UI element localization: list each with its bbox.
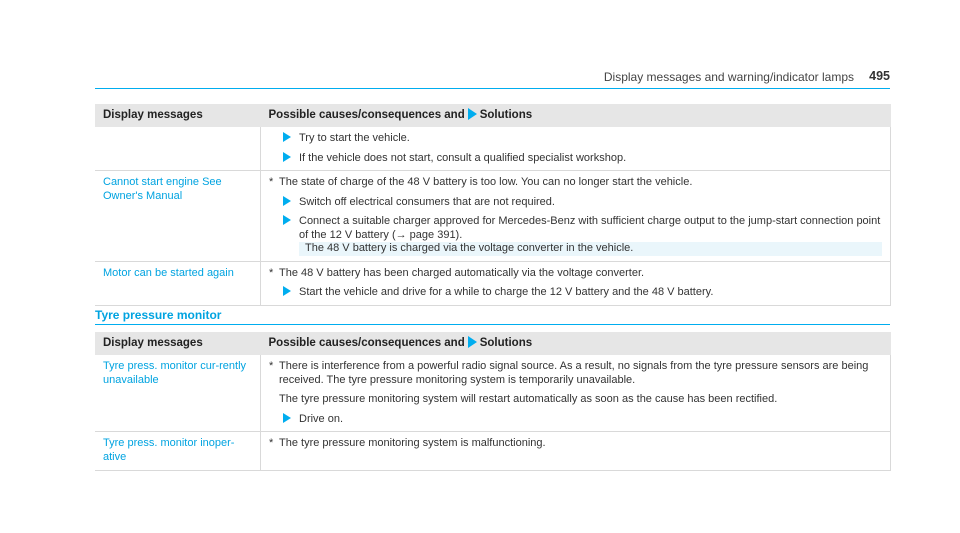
- table-header-row: [95, 104, 891, 127]
- page-header: [95, 66, 890, 89]
- action-text: Connect a suitable charger approved for Mercedes-Benz with sufficient charge output to the jump-start connection point of the 12 V battery (→ page 391).: [299, 215, 881, 241]
- column-solutions-label: Solutions: [479, 337, 533, 350]
- table-row: [95, 171, 891, 262]
- column-causes-label: Possible causes/consequences and: [268, 109, 465, 122]
- table-row: [95, 127, 891, 171]
- cause-star: *: [269, 360, 274, 372]
- action-text: Start the vehicle and drive for a while to charge the 12 V battery and the 48 V battery.: [299, 286, 714, 298]
- action-text: If the vehicle does not start, consult a qualified specialist workshop.: [299, 151, 627, 164]
- cause-star: *: [269, 437, 274, 449]
- action-text: Switch off electrical consumers that are not required.: [299, 195, 555, 208]
- column-causes-solutions: [261, 104, 891, 127]
- column-causes-solutions: [261, 332, 891, 355]
- message-cell: Tyre press. monitor inoper-ative: [95, 432, 261, 471]
- cause-star: *: [269, 266, 274, 279]
- page-header-title: Display messages and warning/indicator lamps: [603, 70, 854, 84]
- page-reference-link[interactable]: page 391).: [406, 228, 463, 241]
- cause-item: [269, 360, 882, 387]
- page-number: 495: [869, 69, 890, 83]
- solution-cell: [261, 355, 891, 432]
- action-item: [269, 152, 882, 166]
- cause-item: [269, 176, 882, 190]
- cause-text: There is interference from a powerful radio signal source. As a result, no signals from the tyre pressure sensors are being received. The tyre pressure monitoring system is temporarily unavailable.: [279, 360, 869, 386]
- table-row: [95, 355, 891, 432]
- cause-text: The 48 V battery has been charged automatically via the voltage converter.: [279, 266, 645, 279]
- column-solutions-label: Solutions: [479, 109, 533, 122]
- cause-star: *: [269, 176, 274, 188]
- action-item: [269, 132, 882, 146]
- cause-item: [269, 267, 882, 281]
- triangle-arrow-icon: [468, 108, 477, 120]
- solution-cell: [261, 261, 891, 305]
- triangle-arrow-icon: [283, 152, 291, 162]
- page-reference-arrow: →: [395, 228, 407, 241]
- column-display-messages: Display messages: [95, 332, 261, 355]
- action-text: Drive on.: [299, 412, 344, 425]
- triangle-arrow-icon: [283, 132, 291, 142]
- paragraph-text: The tyre pressure monitoring system will restart automatically as soon as the cause has been rectified.: [279, 393, 778, 405]
- triangle-arrow-icon: [283, 196, 291, 206]
- triangle-arrow-icon: [283, 215, 291, 225]
- table-row: [95, 432, 891, 471]
- display-messages-table-1: [95, 104, 891, 306]
- triangle-arrow-icon: [283, 413, 291, 423]
- cause-text: The tyre pressure monitoring system is malfunctioning.: [279, 437, 546, 449]
- table-header-row: [95, 332, 891, 355]
- column-causes-label: Possible causes/consequences and: [268, 337, 465, 350]
- action-text: Try to start the vehicle.: [299, 132, 410, 144]
- action-item: [269, 413, 882, 427]
- section-title: Tyre pressure monitor: [95, 308, 890, 325]
- action-item: [269, 196, 882, 210]
- triangle-arrow-icon: [468, 336, 477, 348]
- note-text: The 48 V battery is charged via the voltage converter in the vehicle.: [299, 242, 882, 256]
- triangle-arrow-icon: [283, 286, 291, 296]
- solution-cell: [261, 432, 891, 471]
- cause-text: The state of charge of the 48 V battery is too low. You can no longer start the vehicle.: [279, 176, 693, 188]
- cause-item: [269, 437, 882, 451]
- column-display-messages: Display messages: [95, 104, 261, 127]
- solution-cell: [261, 171, 891, 262]
- message-cell: Tyre press. monitor cur-rently unavailable: [95, 355, 261, 432]
- action-item: [269, 286, 882, 300]
- action-item: [269, 215, 882, 242]
- message-cell: Motor can be started again: [95, 261, 261, 305]
- table-row: [95, 261, 891, 305]
- message-cell: Cannot start engine See Owner's Manual: [95, 171, 261, 262]
- display-messages-table-2: [95, 332, 891, 471]
- message-cell: [95, 127, 261, 171]
- solution-cell: [261, 127, 891, 171]
